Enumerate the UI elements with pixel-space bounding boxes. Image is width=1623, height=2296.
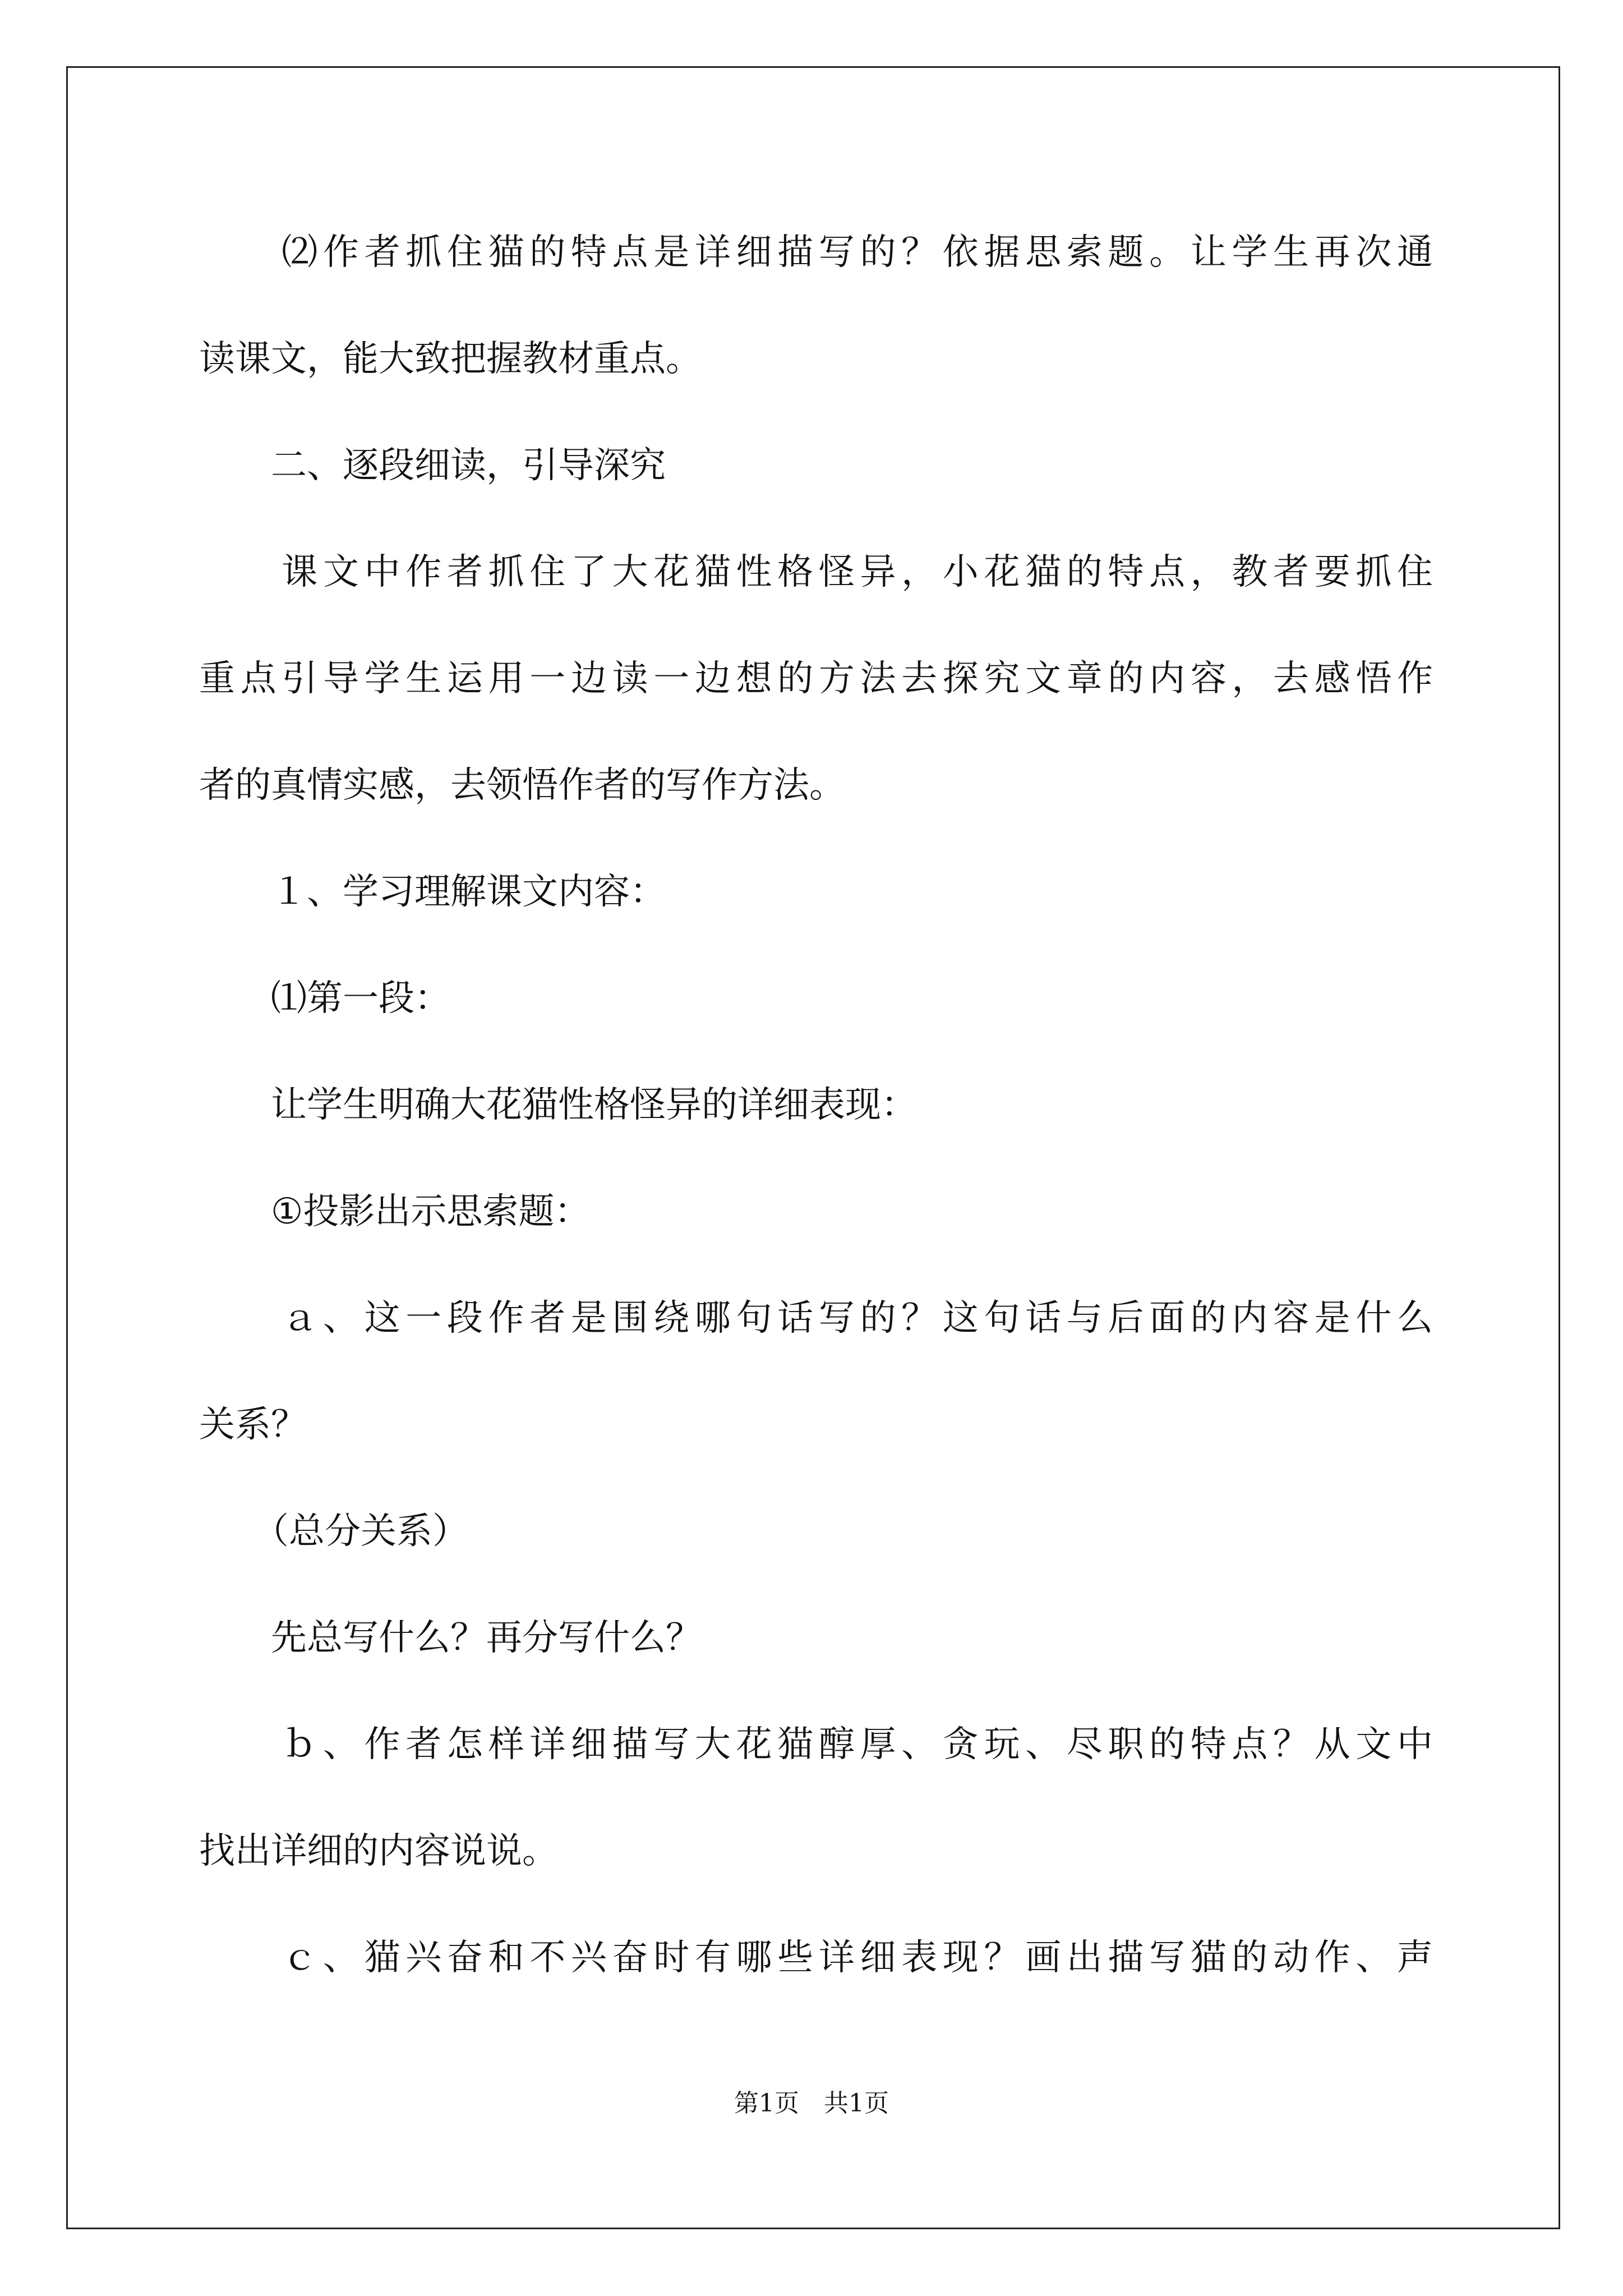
page-number: 第1页 共1页 <box>734 2089 889 2118</box>
text-line: 课文中作者抓住了大花猫性格怪异，小花猫的特点，教者要抓住 <box>199 551 1433 593</box>
page-border <box>66 66 1560 2229</box>
text-line: （总分关系） <box>199 1511 468 1552</box>
text-line: 找出详细的内容说说。 <box>199 1830 558 1872</box>
text-line: ｃ、猫兴奋和不兴奋时有哪些详细表现？画出描写猫的动作、声 <box>199 1937 1433 1978</box>
text-line: ①投影出示思索题： <box>199 1191 591 1232</box>
text-line: 先总写什么？再分写什么？ <box>199 1617 702 1659</box>
section-heading: 二、逐段细读，引导深究 <box>199 445 666 486</box>
text-line: ｂ、作者怎样详细描写大花猫醇厚、贪玩、尽职的特点？从文中 <box>199 1724 1433 1765</box>
subheading: １、学习理解课文内容： <box>199 871 666 913</box>
text-line: 读课文，能大致把握教材重点。 <box>199 338 702 380</box>
text-line: ａ、这一段作者是围绕哪句话写的？这句话与后面的内容是什么 <box>199 1297 1433 1339</box>
text-line: 关系？ <box>199 1404 307 1446</box>
text-line: 者的真情实感，去领悟作者的写作方法。 <box>199 765 845 806</box>
text-line: 重点引导学生运用一边读一边想的方法去探究文章的内容，去感悟作 <box>199 658 1433 700</box>
text-line: 让学生明确大花猫性格怪异的详细表现： <box>199 1084 917 1126</box>
text-line: ⑵作者抓住猫的特点是详细描写的？依据思索题。让学生再次通 <box>199 232 1433 273</box>
subheading: ⑴第一段： <box>199 978 450 1019</box>
